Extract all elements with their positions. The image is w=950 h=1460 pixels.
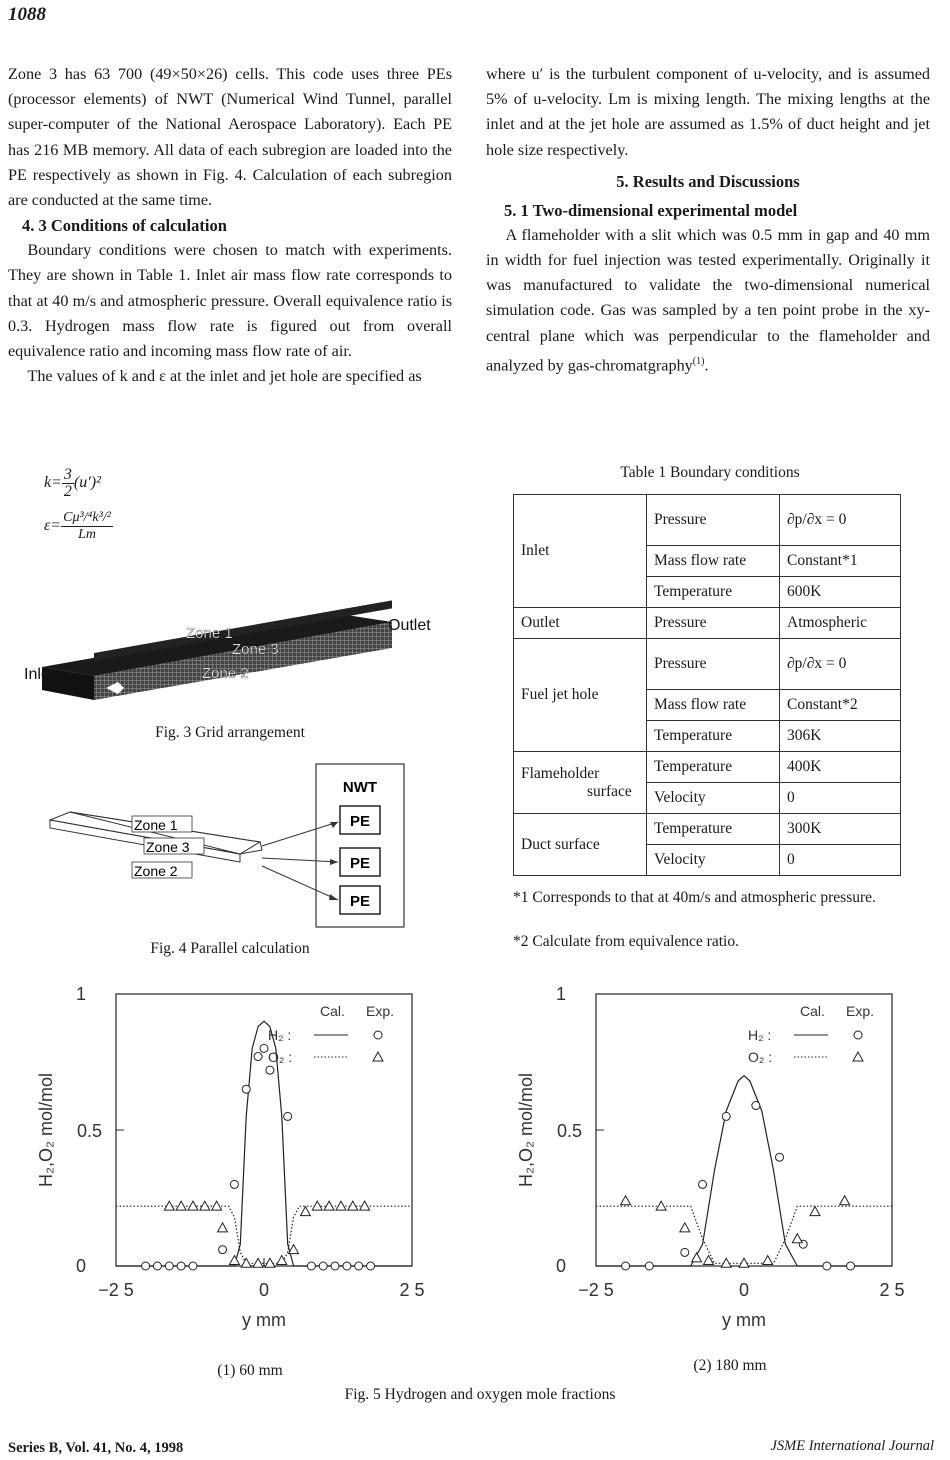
o2-exp-point bbox=[188, 1201, 198, 1210]
x-axis-label: y mm bbox=[242, 1310, 286, 1330]
section-heading: 4. 3 Conditions of calculation bbox=[22, 216, 227, 236]
table-cell: 300K bbox=[780, 814, 901, 845]
h2-exp-point bbox=[153, 1262, 161, 1270]
o2-exp-point bbox=[621, 1196, 631, 1205]
h2-exp-point bbox=[219, 1246, 227, 1254]
h2-exp-point bbox=[242, 1085, 250, 1093]
h2-exp-point bbox=[165, 1262, 173, 1270]
arrow-zone2 bbox=[262, 866, 338, 900]
zone3-label: Zone 3 bbox=[146, 839, 190, 855]
table-row bbox=[514, 495, 901, 546]
table-cell: Temperature bbox=[647, 721, 780, 752]
legend-cal-header: Cal. bbox=[800, 1003, 825, 1019]
pe-label-2: PE bbox=[349, 855, 371, 872]
table-cell: 600K bbox=[780, 577, 901, 608]
table-cell: Temperature bbox=[647, 752, 780, 783]
x-tick-label: 0 bbox=[738, 1280, 750, 1300]
arrow-zone3 bbox=[262, 858, 338, 862]
h2-calc-line bbox=[116, 1021, 412, 1266]
o2-exp-point bbox=[229, 1256, 239, 1265]
y-axis-label: H₂,O₂ mol/mol bbox=[36, 1073, 56, 1187]
inlet-label: Inlet bbox=[24, 666, 55, 683]
legend-h2-marker bbox=[374, 1031, 382, 1039]
h2-exp-point bbox=[254, 1053, 262, 1061]
x-tick-label: −2 5 bbox=[98, 1280, 134, 1300]
table-cell: 0 bbox=[780, 783, 901, 814]
h2-exp-point bbox=[230, 1180, 238, 1188]
right-column-text bbox=[486, 62, 930, 378]
h2-exp-point bbox=[355, 1262, 363, 1270]
equation-epsilon: ε= $\frac{\text{Cμ³/⁴k³/²}}{Lm}$ bbox=[44, 510, 111, 542]
table-cell: 306K bbox=[780, 721, 901, 752]
figure-5-chart-60mm bbox=[30, 978, 450, 1348]
zone3-label: Zone 3 bbox=[232, 641, 279, 658]
legend-exp-header: Exp. bbox=[366, 1003, 395, 1019]
arrowhead bbox=[330, 822, 338, 828]
table-cell: Flameholder surface bbox=[514, 752, 647, 814]
h2-exp-point bbox=[645, 1262, 653, 1270]
legend-o2-marker bbox=[373, 1052, 383, 1061]
legend-cal-header: Cal. bbox=[320, 1003, 345, 1019]
arrow-zone1 bbox=[262, 822, 338, 846]
table-cell: Velocity bbox=[647, 845, 780, 876]
table-cell: ∂p/∂x = 0 bbox=[780, 495, 901, 546]
o2-calc-line bbox=[116, 1206, 412, 1263]
pe-label-3: PE bbox=[349, 893, 371, 910]
page-number: 1088 bbox=[8, 4, 46, 25]
o2-exp-point bbox=[212, 1201, 222, 1210]
x-tick-label: −2 5 bbox=[578, 1280, 614, 1300]
paragraph: The values of k and ε at the inlet and jet hole are specified as bbox=[27, 367, 422, 386]
left-column-text bbox=[8, 62, 452, 389]
table-row bbox=[514, 639, 901, 690]
x-tick-label: 2 5 bbox=[879, 1280, 905, 1300]
h2-exp-point bbox=[260, 1044, 268, 1052]
o2-exp-point bbox=[300, 1207, 310, 1216]
o2-exp-point bbox=[253, 1258, 263, 1267]
zone1-label: Zone 1 bbox=[186, 625, 233, 642]
table-cell: Mass flow rate bbox=[647, 546, 780, 577]
legend-h2-label: H₂ : bbox=[268, 1027, 292, 1043]
y-tick-label: 0 bbox=[555, 1256, 566, 1276]
h2-exp-point bbox=[847, 1262, 855, 1270]
h2-exp-point bbox=[177, 1262, 185, 1270]
x-axis-label: y mm bbox=[722, 1310, 766, 1330]
h2-exp-point bbox=[142, 1262, 150, 1270]
section-heading: 5. Results and Discussions bbox=[616, 171, 800, 191]
table-cell: 400K bbox=[780, 752, 901, 783]
table-1-caption: Table 1 Boundary conditions bbox=[620, 464, 800, 481]
table-note-2: *2 Calculate from equivalence ratio. bbox=[513, 933, 739, 950]
h2-exp-point bbox=[722, 1112, 730, 1120]
subsection-heading: 5. 1 Two-dimensional experimental model bbox=[504, 200, 798, 220]
zone2-label: Zone 2 bbox=[202, 665, 249, 682]
figure-3-grid bbox=[20, 592, 460, 717]
h2-exp-point bbox=[266, 1066, 274, 1074]
h2-calc-line bbox=[596, 1076, 892, 1266]
o2-exp-point bbox=[176, 1201, 186, 1210]
o2-exp-point bbox=[241, 1258, 251, 1267]
zone2-label: Zone 2 bbox=[134, 863, 178, 879]
table-cell: Duct surface bbox=[514, 814, 647, 876]
table-cell: Mass flow rate bbox=[647, 690, 780, 721]
table-cell: Outlet bbox=[514, 608, 647, 639]
y-tick-label: 0.5 bbox=[76, 1121, 102, 1141]
figure-4-caption: Fig. 4 Parallel calculation bbox=[150, 940, 310, 957]
figure-4-parallel bbox=[40, 762, 420, 932]
boundary-conditions-table bbox=[513, 494, 901, 876]
o2-exp-point bbox=[336, 1201, 346, 1210]
fraction: $\frac{3}{2}$ bbox=[63, 466, 72, 500]
paragraph: Zone 3 has 63 700 (49×50×26) cells. This code uses three PEs (processor elements) of NWT (Numerical Wind Tunnel, parallel super-computer of the National Aerospace Laboratory). Each PE has 216 MB memory. All data of each subregion are loaded into the PE respectively as shown in Fig. 4. Calculation of each subregion are conducted at the same time. bbox=[8, 65, 452, 210]
o2-exp-point bbox=[763, 1256, 773, 1265]
o2-exp-point bbox=[810, 1207, 820, 1216]
outlet-label: Outlet bbox=[388, 617, 431, 634]
legend-o2-marker bbox=[853, 1052, 863, 1061]
table-cell: Temperature bbox=[647, 814, 780, 845]
o2-exp-point bbox=[360, 1201, 370, 1210]
footer-right: JSME International Journal bbox=[770, 1438, 934, 1454]
y-tick-label: 0 bbox=[75, 1256, 86, 1276]
h2-exp-point bbox=[367, 1262, 375, 1270]
o2-exp-point bbox=[692, 1253, 702, 1262]
y-tick-label: 0.5 bbox=[556, 1121, 582, 1141]
arrowhead bbox=[330, 859, 338, 865]
h2-exp-point bbox=[752, 1102, 760, 1110]
o2-exp-point bbox=[840, 1196, 850, 1205]
paragraph: where u′ is the turbulent component of u-velocity, and is assumed 5% of u-velocity. Lm is mixing length. The mixing lengths at the inlet and at the jet hole are assumed as 1.5% of duct height and jet hole size respectively. bbox=[486, 65, 930, 159]
y-axis-label: H₂,O₂ mol/mol bbox=[516, 1073, 536, 1187]
table-cell: Fuel jet hole bbox=[514, 639, 647, 752]
h2-exp-point bbox=[681, 1248, 689, 1256]
legend-o2-label: O₂ : bbox=[748, 1049, 773, 1065]
pe-label-1: PE bbox=[349, 813, 371, 830]
table-row bbox=[514, 752, 901, 783]
table-row bbox=[514, 608, 901, 639]
fraction: $\frac{\text{Cμ³/⁴k³/²}}{Lm}$ bbox=[63, 510, 111, 542]
o2-exp-point bbox=[792, 1234, 802, 1243]
table-cell: ∂p/∂x = 0 bbox=[780, 639, 901, 690]
o2-exp-point bbox=[218, 1223, 228, 1232]
h2-exp-point bbox=[189, 1262, 197, 1270]
table-row bbox=[514, 814, 901, 845]
o2-exp-point bbox=[656, 1201, 666, 1210]
plot-frame bbox=[596, 994, 892, 1266]
table-cell: Inlet bbox=[514, 495, 647, 608]
zone1-label: Zone 1 bbox=[134, 817, 178, 833]
paragraph: Boundary conditions were chosen to match with experiments. They are shown in Table 1. Inlet air mass flow rate corresponds to that at 40 m/s and atmospheric pressure. Overall equivalence ratio is 0.3. Hydrogen mass flow rate is figured out from overall equivalence ratio and incoming mass flow rate of air. bbox=[8, 241, 452, 361]
h2-exp-point bbox=[343, 1262, 351, 1270]
table-note-1: *1 Corresponds to that at 40m/s and atmospheric pressure. bbox=[513, 889, 876, 906]
table-cell: Atmospheric bbox=[780, 608, 901, 639]
plot-frame bbox=[116, 994, 412, 1266]
legend-o2-label: O₂ : bbox=[268, 1049, 293, 1065]
o2-calc-line bbox=[596, 1206, 892, 1263]
table-cell: Pressure bbox=[647, 495, 780, 546]
paragraph: A flameholder with a slit which was 0.5 mm in gap and 40 mm in width for fuel injection was tested experimentally. Originally it was manufactured to validate the two-dimensional numerical simulation code. Gas was sampled by a ten point probe in the xy-central plane which was perpendicular to the flameholder and analyzed by gas-chromatgraphy$^{(1)}$. bbox=[486, 225, 930, 375]
table-cell: Velocity bbox=[647, 783, 780, 814]
y-tick-label: 1 bbox=[555, 984, 566, 1004]
h2-exp-point bbox=[776, 1153, 784, 1161]
y-tick-label: 1 bbox=[75, 984, 86, 1004]
h2-exp-point bbox=[307, 1262, 315, 1270]
legend-h2-marker bbox=[854, 1031, 862, 1039]
h2-exp-point bbox=[622, 1262, 630, 1270]
figure-5-chart-180mm bbox=[510, 978, 930, 1348]
equation-k: k= $\frac{3}{2}$ (u′)² bbox=[44, 466, 101, 500]
h2-exp-point bbox=[823, 1262, 831, 1270]
figure-5-sub2: (2) 180 mm bbox=[693, 1357, 767, 1374]
o2-exp-point bbox=[703, 1256, 713, 1265]
h2-exp-point bbox=[319, 1262, 327, 1270]
o2-exp-point bbox=[289, 1245, 299, 1254]
table-cell: Constant*2 bbox=[780, 690, 901, 721]
nwt-label: NWT bbox=[342, 779, 378, 796]
table-cell: 0 bbox=[780, 845, 901, 876]
table-cell: Constant*1 bbox=[780, 546, 901, 577]
table-cell: Temperature bbox=[647, 577, 780, 608]
figure-5-sub1: (1) 60 mm bbox=[217, 1362, 283, 1379]
x-tick-label: 2 5 bbox=[399, 1280, 425, 1300]
x-tick-label: 0 bbox=[258, 1280, 270, 1300]
h2-exp-point bbox=[699, 1180, 707, 1188]
figure-3-caption: Fig. 3 Grid arrangement bbox=[155, 724, 305, 741]
o2-exp-point bbox=[277, 1256, 287, 1265]
h2-exp-point bbox=[284, 1112, 292, 1120]
legend-h2-label: H₂ : bbox=[748, 1027, 772, 1043]
table-cell: Pressure bbox=[647, 639, 780, 690]
legend-exp-header: Exp. bbox=[846, 1003, 875, 1019]
table-cell: Pressure bbox=[647, 608, 780, 639]
footer-left: Series B, Vol. 41, No. 4, 1998 bbox=[8, 1440, 184, 1456]
arrowhead bbox=[329, 894, 338, 900]
figure-5-caption: Fig. 5 Hydrogen and oxygen mole fractions bbox=[344, 1386, 616, 1403]
h2-exp-point bbox=[331, 1262, 339, 1270]
o2-exp-point bbox=[680, 1223, 690, 1232]
